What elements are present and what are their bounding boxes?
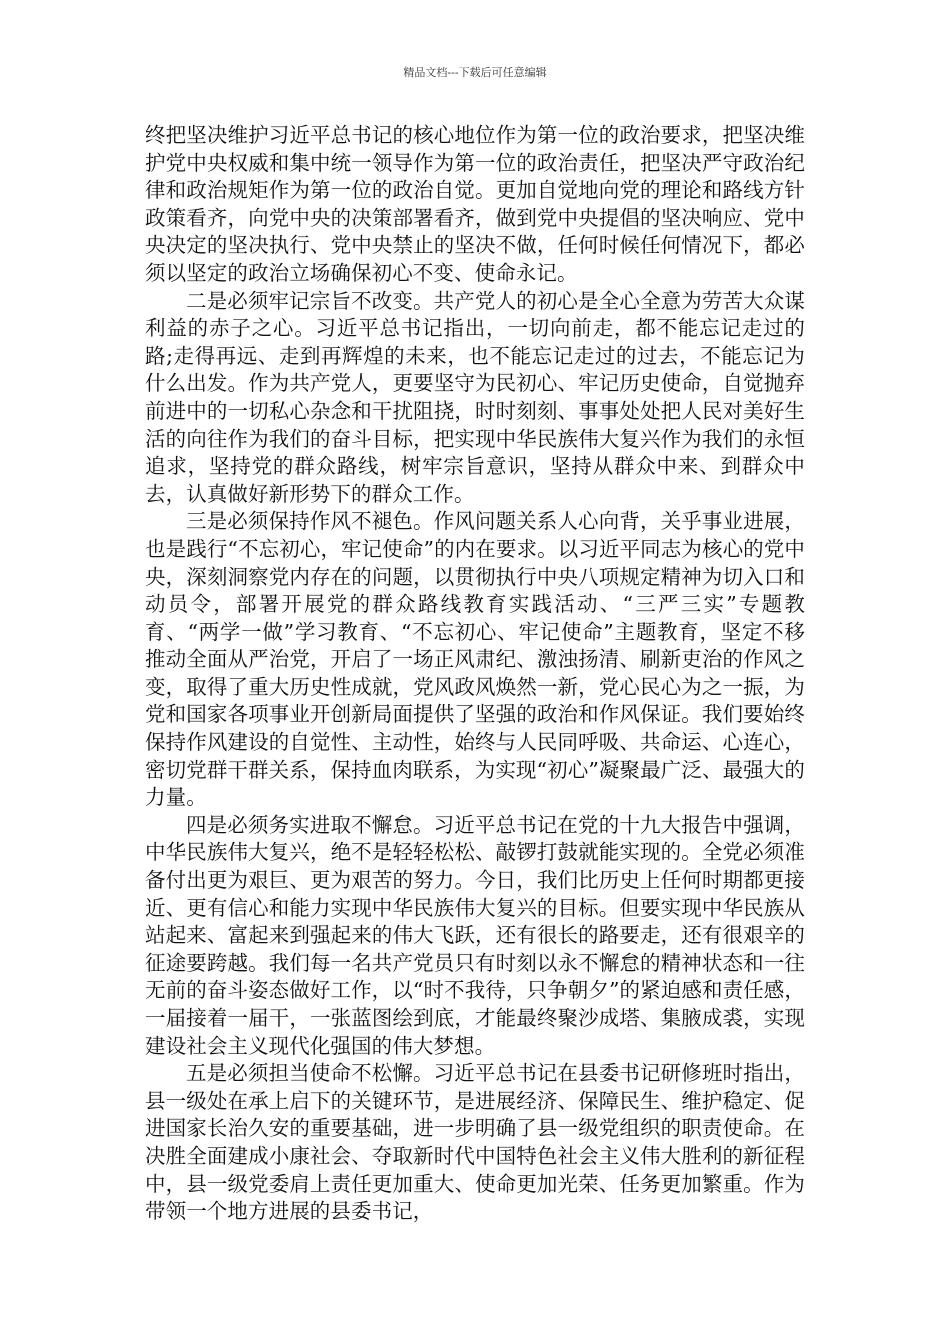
document-body — [145, 122, 805, 1226]
paragraph-1: 终把坚决维护习近平总书记的核心地位作为第一位的政治要求，把坚决维护党中央权威和集中统一领导作为第一位的政治责任，把坚决严守政治纪律和政治规矩作为第一位的政治自觉。更加自觉地向党的理论和路线方针政策看齐，向党中央的决策部署看齐，做到党中央提倡的坚决响应、党中央决定的坚决执行、党中央禁止的坚决不做，任何时候任何情况下，都必须以坚定的政治立场确保初心不变、使命永记。 — [145, 123, 805, 285]
page-header: 精品文档---下载后可任意编辑 — [403, 66, 547, 79]
paragraph-5: 五是必须担当使命不松懈。习近平总书记在县委书记研修班时指出，县一级处在承上启下的关键环节，是进展经济、保障民生、维护稳定、促进国家长治久安的重要基础，进一步明确了县一级党组织的职责使命。在决胜全面建成小康社会、夺取新时代中国特色社会主义伟大胜利的新征程中，县一级党委肩上责任更加重大、使命更加光荣、任务更加繁重。作为带领一个地方进展的县委书记， — [145, 1061, 805, 1224]
paragraph-4: 四是必须务实进取不懈怠。习近平总书记在党的十九大报告中强调，中华民族伟大复兴，绝不是轻轻松松、敲锣打鼓就能实现的。全党必须准备付出更为艰巨、更为艰苦的努力。今日，我们比历史上任何时期都更接近、更有信心和能力实现中华民族伟大复兴的目标。但要实现中华民族从站起来、富起来到强起来的伟大飞跃，还有很长的路要走，还有很艰辛的征途要跨越。我们每一名共产党员只有时刻以永不懈怠的精神状态和一往无前的奋斗姿态做好工作，以“时不我待，只争朝夕”的紧迫感和责任感，一届接着一届干，一张蓝图绘到底，才能最终聚沙成塔、集腋成裘，实现建设社会主义现代化强国的伟大梦想。 — [145, 812, 805, 1058]
paragraph-3: 三是必须保持作风不褪色。作风问题关系人心向背，关乎事业进展，也是践行“不忘初心，牢记使命”的内在要求。以习近平同志为核心的党中央，深刻洞察党内存在的问题，以贯彻执行中央八项规定精神为切入口和动员令，部署开展党的群众路线教育实践活动、“三严三实”专题教育、“两学一做”学习教育、“不忘初心、牢记使命”主题教育，坚定不移推动全面从严治党，开启了一场正风肃纪、激浊扬清、刷新吏治的作风之变，取得了重大历史性成就，党风政风焕然一新，党心民心为之一振，为党和国家各项事业开创新局面提供了坚强的政治和作风保证。我们要始终保持作风建设的自觉性、主动性，始终与人民同呼吸、共命运、心连心，密切党群干群关系，保持血肉联系，为实现“初心”凝聚最广泛、最强大的力量。 — [145, 509, 805, 810]
paragraph-2: 二是必须牢记宗旨不改变。共产党人的初心是全心全意为劳苦大众谋利益的赤子之心。习近平总书记指出，一切向前走，都不能忘记走过的路;走得再远、走到再辉煌的未来，也不能忘记走过的过去，不能忘记为什么出发。作为共产党人，更要坚守为民初心、牢记历史使命，自觉抛弃前进中的一切私心杂念和干扰阻挠，时时刻刻、事事处处把人民对美好生活的向往作为我们的奋斗目标，把实现中华民族伟大复兴作为我们的永恒追求，坚持党的群众路线，树牢宗旨意识，坚持从群众中来、到群众中去，认真做好新形势下的群众工作。 — [145, 288, 805, 506]
